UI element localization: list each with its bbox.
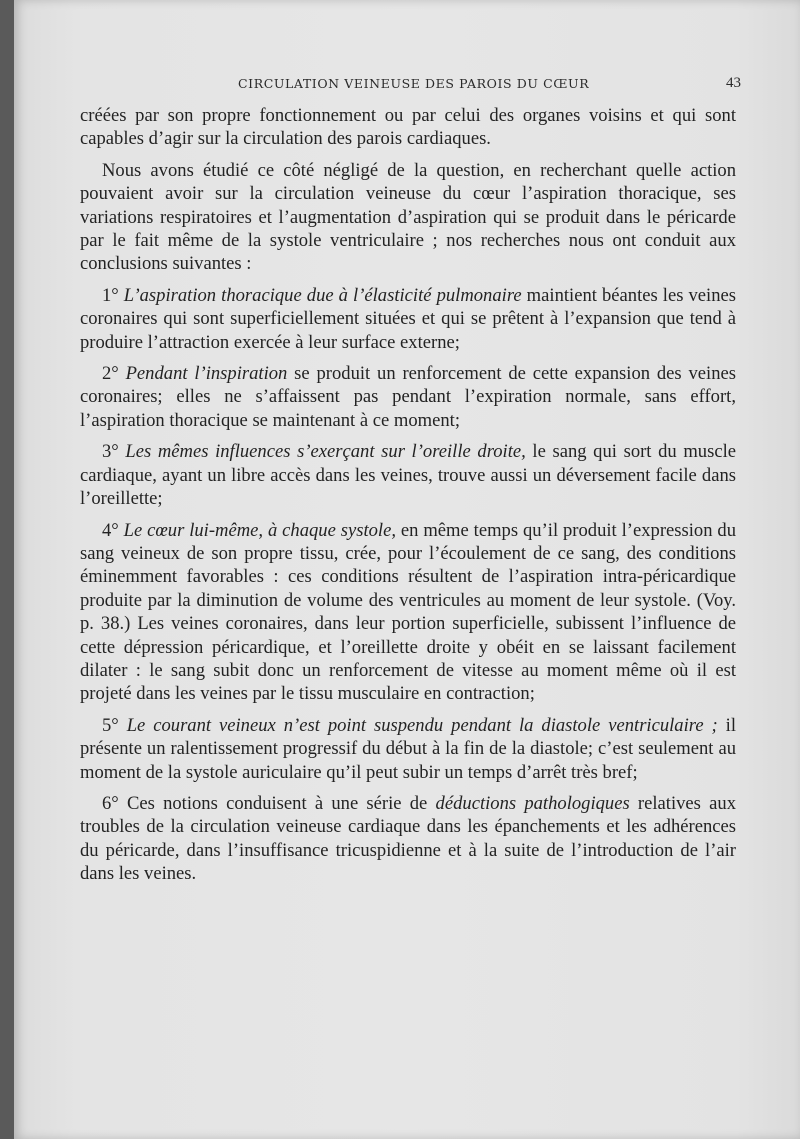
paragraph-intro [80, 159, 736, 276]
book-page [14, 0, 800, 1139]
text-segment: se produit un renforcement de cette expansion des veines coronaires; elles ne s’affaissent pas pendant l’expiration normale, sans effort, l’aspiration thoracique se maintenant à ce moment; [80, 363, 736, 431]
paragraph-continuation [80, 104, 736, 151]
italic-phrase: Le cœur lui-même, à chaque systole, [123, 519, 396, 541]
body-text [80, 104, 736, 894]
conclusion-item-6 [80, 792, 736, 886]
item-number: 5° [102, 714, 127, 736]
text-segment: Nous avons étudié ce côté négligé de la question, en recherchant quelle action pouvaient avoir sur la circulation veineuse du cœur l’aspiration thoracique, ses variations respiratoires et l’augmentation d’aspiration qui se produit dans le péricarde par le fait même de la systole ventriculaire ; nos recherches nous ont conduit aux conclusions suivantes : [80, 159, 736, 275]
text-segment: créées par son propre fonctionnement ou par celui des organes voisins et qui sont capables d’agir sur la circulation des parois cardiaques. [80, 105, 736, 150]
conclusion-item-4 [80, 519, 736, 706]
italic-phrase: Le courant veineux n’est point suspendu pendant la diastole ventriculaire ; [126, 714, 718, 736]
item-number: 3° [102, 441, 126, 463]
text-segment: relatives aux troubles de la circulation veineuse cardiaque dans les épanchements et les adhérences du péricarde, dans l’insuffisance tricuspidienne et à la suite de l’introduction de l’air dans les veines. [80, 792, 736, 885]
text-segment: maintient béantes les veines coronaires qui sont superficiellement situées et qui se prêtent à l’expansion que tend à produire l’attraction exercée à leur surface externe; [80, 284, 736, 353]
text-segment: 6° Ces notions conduisent à une série de [102, 792, 436, 814]
item-number: 4° [102, 519, 124, 541]
italic-phrase: déductions pathologiques [435, 792, 630, 814]
page-header [14, 76, 800, 96]
item-number: 1° [102, 284, 124, 306]
item-number: 2° [102, 363, 126, 385]
italic-phrase: Pendant l’inspiration [125, 363, 288, 385]
conclusion-item-3 [80, 440, 736, 510]
italic-phrase: Les mêmes influences s’exerçant sur l’oreille droite, [125, 441, 526, 463]
page-number: 43 [726, 75, 741, 91]
text-segment: le sang qui sort du muscle cardiaque, ayant un libre accès dans les veines, trouve aussi un déversement facile dans l’oreillette; [80, 441, 736, 510]
conclusion-item-2 [80, 362, 736, 432]
running-title: CIRCULATION VEINEUSE DES PAROIS DU CŒUR [238, 76, 590, 91]
text-segment: en même temps qu’il produit l’expression du sang veineux de son propre tissu, crée, pour l’écoulement de ce sang, des conditions éminemment favorables : ces conditions résultent de l’aspiration intra-péricardique produite par la diminution de volume des ventricules au moment de leur systole. (Voy. p. 38.) Les veines coronaires, dans leur portion superficielle, subissent l’influence de cette dépression péricardique, et l’oreillette droite y obéit en se laissant facilement dilater : le sang subit donc un renforcement de vitesse au moment même où il est projeté dans les veines par le tissu musculaire en contraction; [80, 519, 736, 705]
italic-phrase: L’aspiration thoracique due à l’élasticité pulmonaire [123, 284, 522, 306]
conclusion-item-5 [80, 714, 736, 784]
text-segment: il présente un ralentissement progressif du début à la fin de la diastole; c’est seulement au moment de la systole auriculaire qu’il peut subir un temps d’arrêt très bref; [80, 714, 736, 783]
conclusion-item-1 [80, 284, 736, 354]
